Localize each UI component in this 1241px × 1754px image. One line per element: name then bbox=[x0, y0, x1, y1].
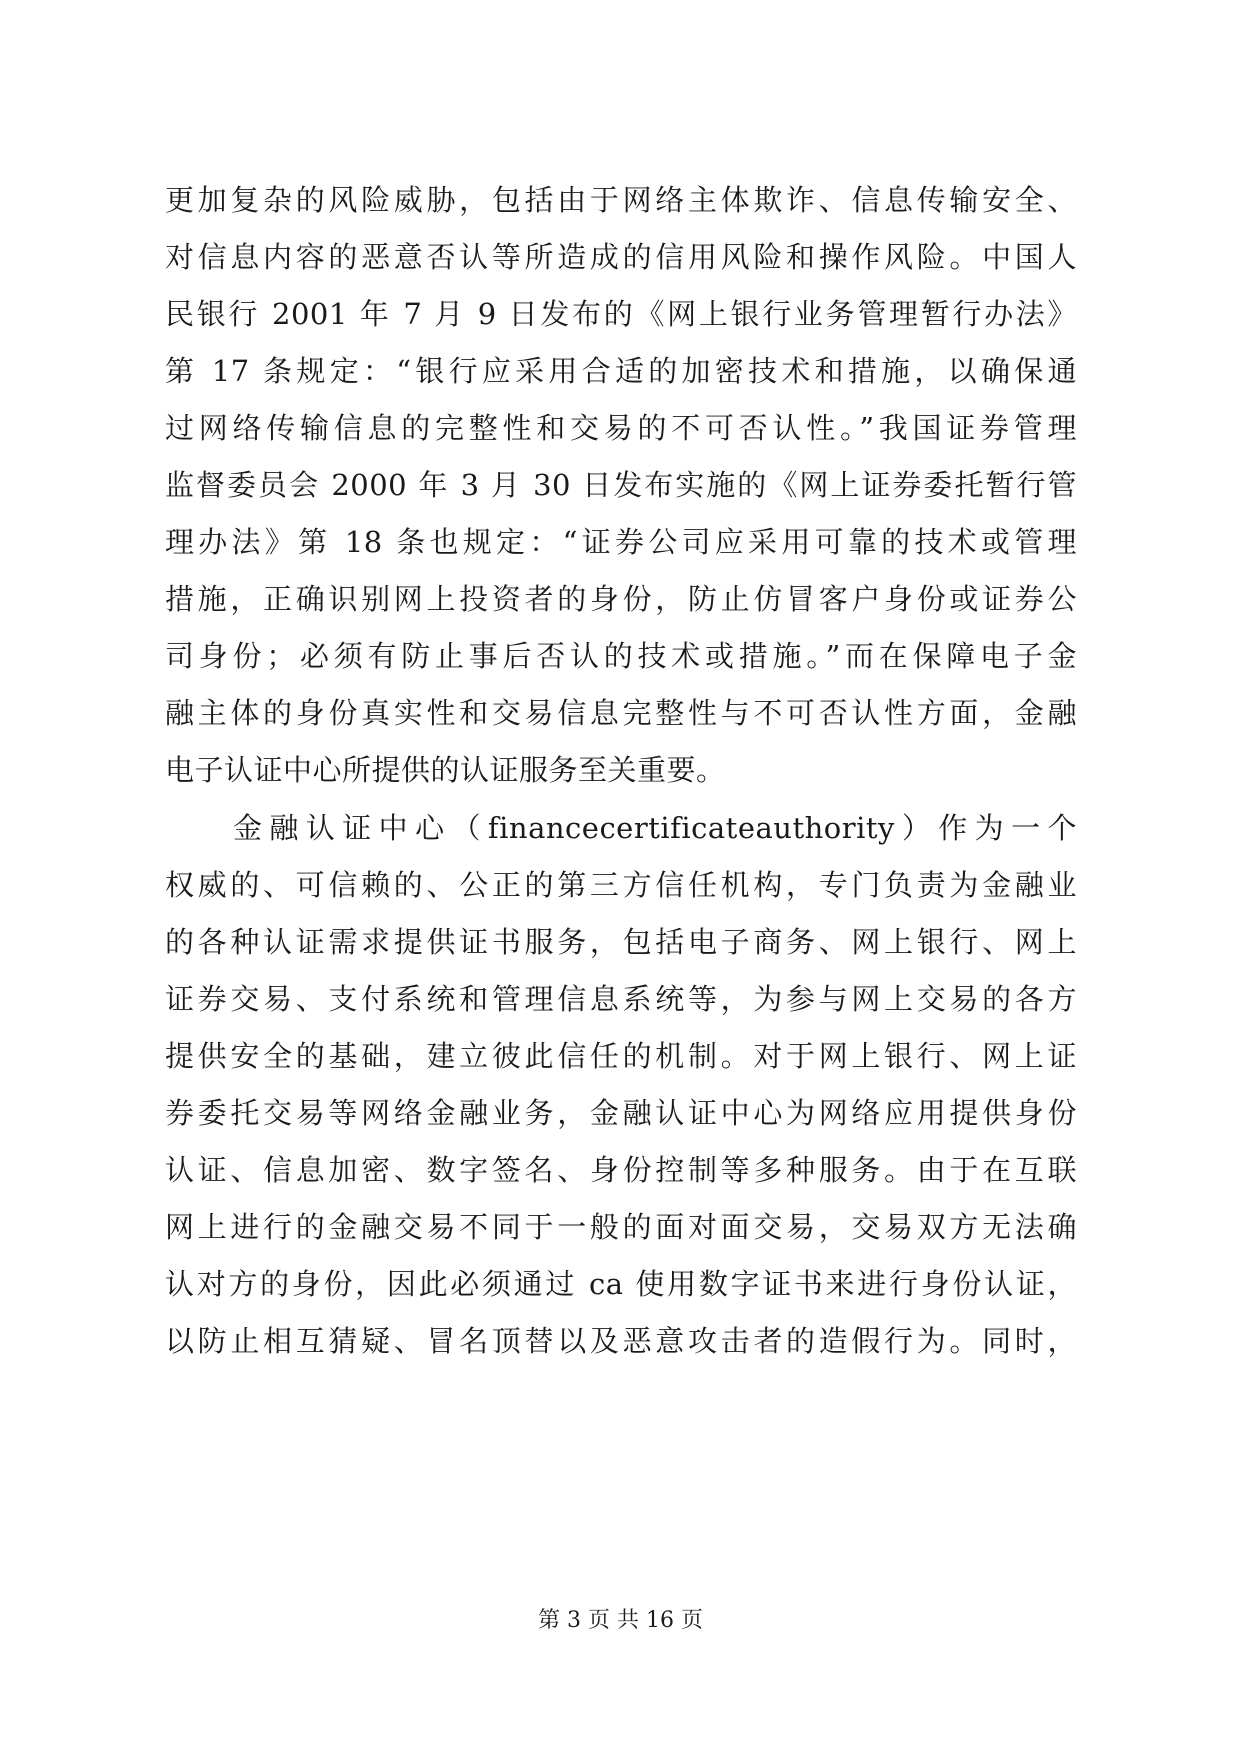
text-line-11: 电子认证中心所提供的认证服务至关重要。 bbox=[165, 753, 726, 787]
text-line-2: 对信息内容的恶意否认等所造成的信用风险和操作风险。中国人 bbox=[165, 240, 1077, 274]
text-line-19: 网上进行的金融交易不同于一般的面对面交易，交易双方无法确 bbox=[165, 1210, 1077, 1244]
page-footer bbox=[0, 1606, 1241, 1636]
text-line-6: 监督委员会 2000 年 3 月 30 日发布实施的《网上证券委托暂行管 bbox=[165, 468, 1077, 502]
text-line-20: 认对方的身份，因此必须通过 ca 使用数字证书来进行身份认证， bbox=[165, 1267, 1077, 1301]
text-line-14: 的各种认证需求提供证书服务，包括电子商务、网上银行、网上 bbox=[165, 925, 1077, 959]
text-line-15: 证券交易、支付系统和管理信息系统等，为参与网上交易的各方 bbox=[165, 982, 1077, 1016]
text-line-17: 券委托交易等网络金融业务，金融认证中心为网络应用提供身份 bbox=[165, 1096, 1077, 1130]
text-line-13: 权威的、可信赖的、公正的第三方信任机构，专门负责为金融业 bbox=[165, 868, 1077, 902]
text-line-9: 司身份；必须有防止事后否认的技术或措施。”而在保障电子金 bbox=[165, 639, 1077, 673]
text-line-16: 提供安全的基础，建立彼此信任的机制。对于网上银行、网上证 bbox=[165, 1039, 1077, 1073]
text-line-8: 措施，正确识别网上投资者的身份，防止仿冒客户身份或证券公 bbox=[165, 582, 1077, 616]
text-line-7: 理办法》第 18 条也规定：“证券公司应采用可靠的技术或管理 bbox=[165, 525, 1077, 559]
text-line-5: 过网络传输信息的完整性和交易的不可否认性。”我国证券管理 bbox=[165, 411, 1077, 445]
text-line-21: 以防止相互猜疑、冒名顶替以及恶意攻击者的造假行为。同时， bbox=[165, 1324, 1077, 1358]
text-line-3: 民银行 2001 年 7 月 9 日发布的《网上银行业务管理暂行办法》 bbox=[165, 297, 1077, 331]
text-line-18: 认证、信息加密、数字签名、身份控制等多种服务。由于在互联 bbox=[165, 1153, 1077, 1187]
text-line-12: 金融认证中心（financecertificateauthority）作为一个 bbox=[233, 811, 1077, 845]
text-line-1: 更加复杂的风险威胁，包括由于网络主体欺诈、信息传输安全、 bbox=[165, 183, 1077, 217]
text-line-4: 第 17 条规定：“银行应采用合适的加密技术和措施，以确保通 bbox=[165, 354, 1077, 388]
text-line-10: 融主体的身份真实性和交易信息完整性与不可否认性方面，金融 bbox=[165, 696, 1077, 730]
page-number-label: 第 3 页 共 16 页 bbox=[538, 1608, 703, 1633]
